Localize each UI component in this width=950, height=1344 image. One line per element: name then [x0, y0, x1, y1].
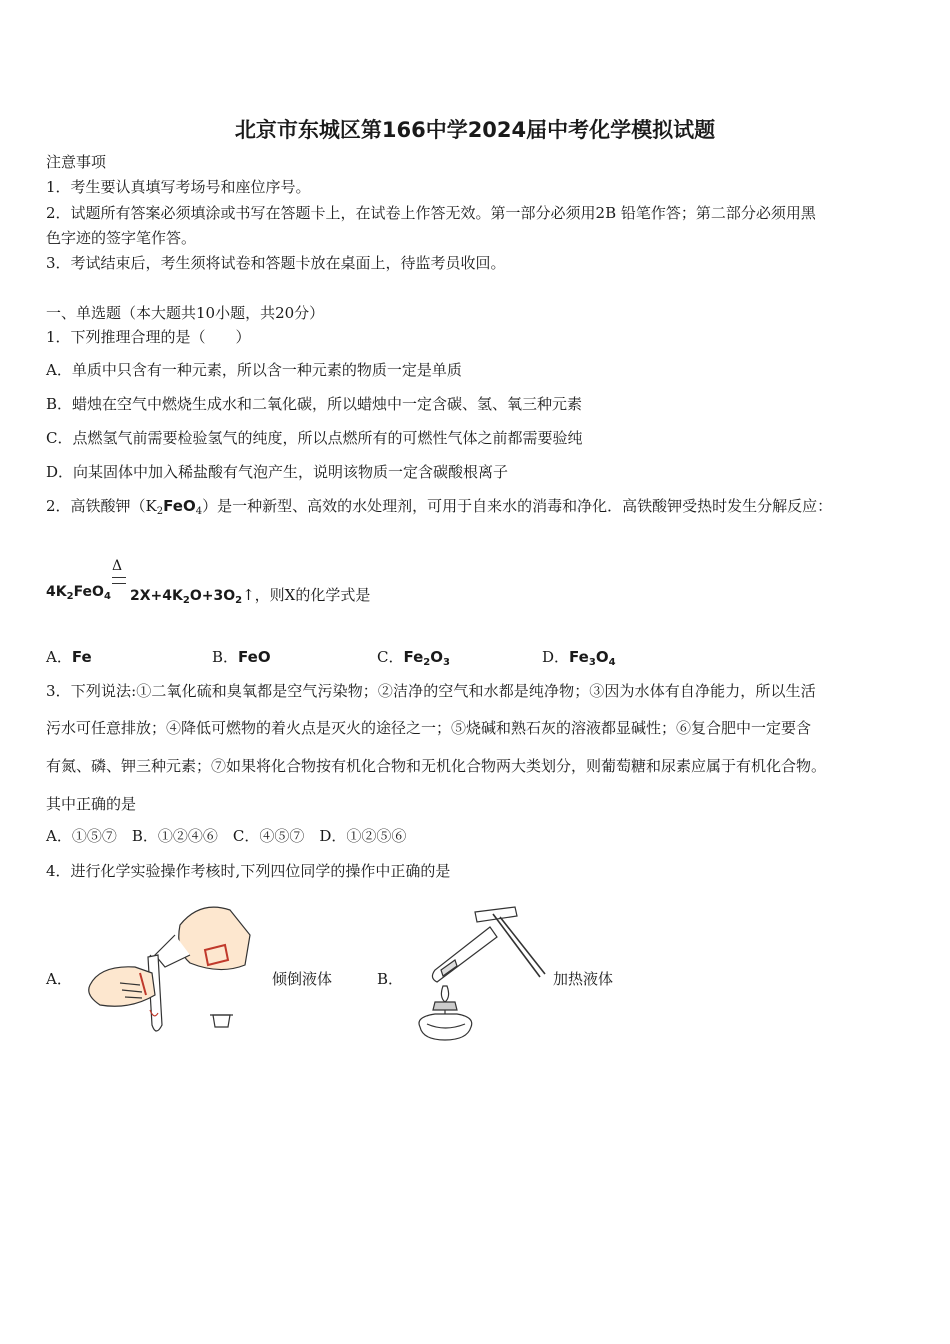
q1-option-b: B．蜡烛在空气中燃烧生成水和二氧化碳，所以蜡烛中一定含碳、氢、氧三种元素: [46, 395, 583, 413]
q3-line-2: 污水可任意排放；④降低可燃物的着火点是灭火的途径之一；⑤烧碱和熟石灰的溶液都显碱性；⑥复合肥中一定要含: [46, 719, 812, 737]
q2-option-b: B．FeO: [212, 648, 271, 666]
delta-symbol: Δ: [112, 558, 123, 574]
q2-option-a: A．Fe: [46, 648, 92, 666]
notice-item-2-cont: 色字迹的签字笔作答。: [46, 229, 197, 247]
q1-stem: 1．下列推理合理的是（ ）: [46, 328, 251, 346]
q3-line-4: 其中正确的是: [46, 795, 137, 813]
pour-liquid-illustration: [80, 895, 260, 1040]
q2-option-c: C．$Fe_2O_3$: [377, 648, 450, 668]
q4-option-a-caption: 倾倒液体: [272, 970, 333, 988]
q3-options: A．①⑤⑦ B．①②④⑥ C．④⑤⑦ D．①②⑤⑥: [46, 827, 407, 845]
q2-option-d: D．$Fe_3O_4$: [542, 648, 616, 668]
q4-option-a-label: A．: [46, 970, 72, 988]
equals-sign: [112, 577, 126, 584]
q3-line-3: 有氮、磷、钾三种元素；⑦如果将化合物按有机化合物和无机化合物两大类划分，则葡萄糖和尿素应属于有机化合物。: [46, 757, 827, 775]
notice-item-1: 1．考生要认真填写考场号和座位序号。: [46, 178, 311, 196]
equation-left: $4K_2FeO_4$: [46, 584, 111, 602]
q1-option-c: C．点燃氢气前需要检验氢气的纯度，所以点燃所有的可燃性气体之前都需要验纯: [46, 429, 583, 447]
q1-option-d: D．向某固体中加入稀盐酸有气泡产生，说明该物质一定含碳酸根离子: [46, 463, 509, 481]
q2-stem: 2．高铁酸钾$(K_2FeO_4)$是一种新型、高效的水处理剂，可用于自来水的消毒和净化．高铁酸钾受热时发生分解反应：: [46, 497, 833, 517]
equation-right: $2X+4K_2O+3O_2↑$，则X的化学式是: [130, 586, 371, 606]
q1-option-a: A．单质中只含有一种元素，所以含一种元素的物质一定是单质: [46, 361, 462, 379]
q4-option-b-label: B．: [377, 970, 404, 988]
notice-heading: 注意事项: [46, 153, 107, 171]
page-title: 北京市东城区第166中学2024届中考化学模拟试题: [234, 118, 716, 142]
notice-item-3: 3．考试结束后，考生须将试卷和答题卡放在桌面上，待监考员收回。: [46, 254, 506, 272]
q4-stem: 4．进行化学实验操作考核时,下列四位同学的操作中正确的是: [46, 862, 451, 880]
section-heading: 一、单选题（本大题共10小题，共20分）: [46, 304, 325, 322]
q4-option-b-caption: 加热液体: [553, 970, 614, 988]
notice-item-2: 2．试题所有答案必须填涂或书写在答题卡上，在试卷上作答无效。第一部分必须用2B 铅笔作答；第二部分必须用黑: [46, 204, 816, 222]
heat-liquid-illustration: [405, 902, 550, 1047]
q3-line-1: 3．下列说法:①二氧化硫和臭氧都是空气污染物；②洁净的空气和水都是纯净物；③因为水体有自净能力，所以生活: [46, 682, 816, 700]
